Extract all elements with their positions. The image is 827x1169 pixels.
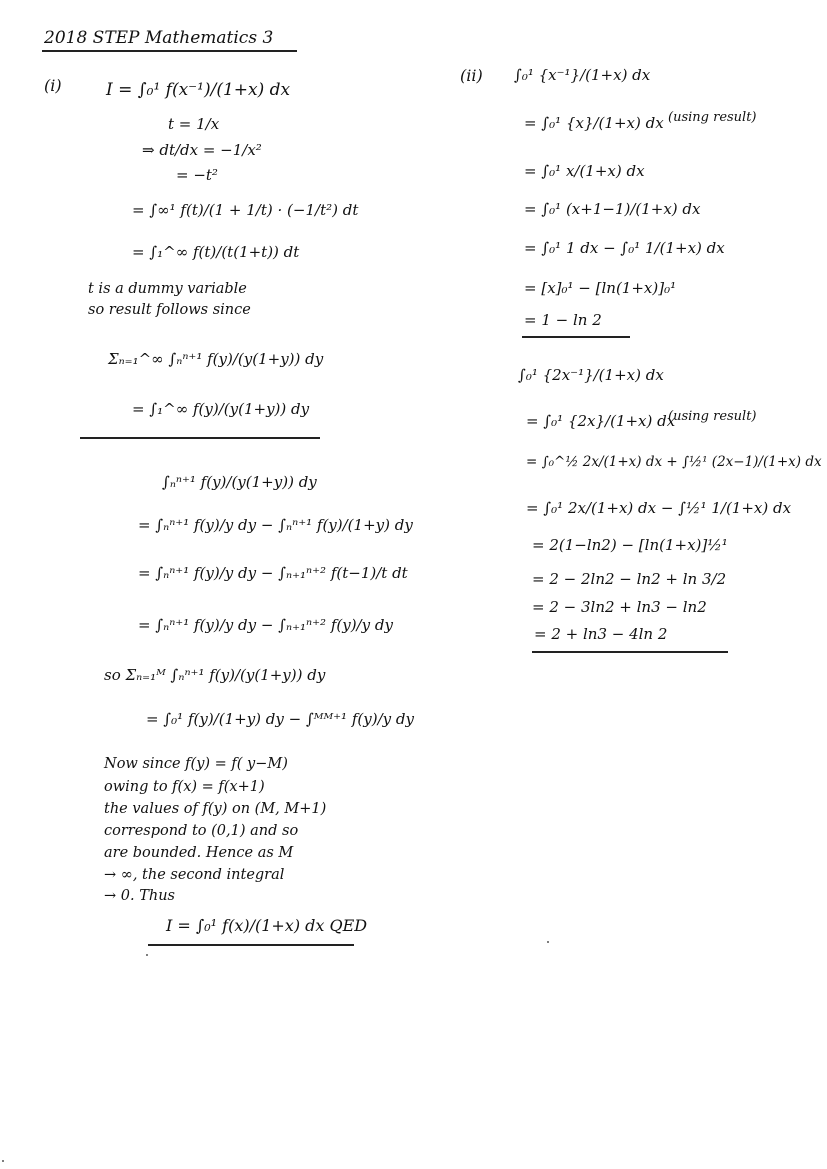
- part-i-line2-4: = ∫ₙⁿ⁺¹ f(y)/y dy − ∫ₙ₊₁ⁿ⁺² f(y)/y dy: [138, 616, 393, 634]
- part-i-sum-line-2: = ∫₁^∞ f(y)/(y(1+y)) dy: [132, 400, 310, 418]
- part-i-line-5: = ∫∞¹ f(t)/(1 + 1/t) · (−1/t²) dt: [132, 201, 359, 219]
- part-ii-line-b-4: = ∫₀¹ 2x/(1+x) dx − ∫½¹ 1/(1+x) dx: [526, 499, 792, 517]
- part-ii-line-a-3: = ∫₀¹ x/(1+x) dx: [524, 162, 645, 180]
- part-ii-note-a: (using result): [668, 110, 757, 125]
- part-ii-line-b-6: = 2 − 2ln2 − ln2 + ln 3/2: [532, 570, 727, 588]
- part-ii-line-a-5: = ∫₀¹ 1 dx − ∫₀¹ 1/(1+x) dx: [524, 239, 725, 257]
- part-i-final: I = ∫₀¹ f(x)/(1+x) dx QED: [166, 916, 368, 935]
- part-i-prose2-1: Now since f(y) = f( y−M): [104, 756, 288, 772]
- part-i-line-1: I = ∫₀¹ f(x⁻¹)/(1+x) dx: [106, 80, 291, 100]
- ink-dot: [146, 954, 148, 956]
- part-ii-line-a-2: = ∫₀¹ {x}/(1+x) dx: [524, 114, 664, 132]
- part-ii-line-a-7: = 1 − ln 2: [524, 311, 602, 329]
- part-i-line2-3: = ∫ₙⁿ⁺¹ f(y)/y dy − ∫ₙ₊₁ⁿ⁺² f(t−1)/t dt: [138, 564, 408, 582]
- part-i-prose-1: t is a dummy variable: [88, 281, 247, 297]
- part-ii-line-b-7: = 2 − 3ln2 + ln3 − ln2: [532, 598, 707, 616]
- ink-dot: [547, 941, 549, 943]
- part-i-line-4: = −t²: [176, 166, 218, 184]
- part-ii-line-b-5: = 2(1−ln2) − [ln(1+x)]½¹: [532, 536, 728, 554]
- part-i-prose2-4: correspond to (0,1) and so: [104, 823, 299, 839]
- part-i-final-underline: [148, 944, 354, 946]
- part-i-prose2-3: the values of f(y) on (M, M+1): [104, 801, 327, 817]
- part-ii-line-a-1: ∫₀¹ {x⁻¹}/(1+x) dx: [514, 66, 651, 84]
- part-i-line2-2: = ∫ₙⁿ⁺¹ f(y)/y dy − ∫ₙⁿ⁺¹ f(y)/(1+y) dy: [138, 516, 413, 534]
- part-ii-line-b-3: = ∫₀^½ 2x/(1+x) dx + ∫½¹ (2x−1)/(1+x) dx: [526, 454, 822, 470]
- part-i-prose-2: so result follows since: [88, 302, 251, 318]
- part-ii-line-b-2: = ∫₀¹ {2x}/(1+x) dx: [526, 412, 676, 430]
- part-i-line2-1: ∫ₙⁿ⁺¹ f(y)/(y(1+y)) dy: [162, 473, 317, 491]
- part-ii-line-a-6: = [x]₀¹ − [ln(1+x)]₀¹: [524, 279, 677, 297]
- part-i-prose2-7: → 0. Thus: [104, 888, 175, 904]
- title-underline: [42, 50, 297, 52]
- part-i-prose2-2: owing to f(x) = f(x+1): [104, 779, 265, 795]
- part-i-label: (i): [44, 76, 62, 95]
- part-ii-line-b-1: ∫₀¹ {2x⁻¹}/(1+x) dx: [518, 366, 664, 384]
- ink-dot: [2, 1160, 4, 1162]
- page-title: 2018 STEP Mathematics 3: [44, 28, 274, 48]
- part-ii-label: (ii): [460, 66, 483, 85]
- part-i-sum-line-1: Σₙ₌₁^∞ ∫ₙⁿ⁺¹ f(y)/(y(1+y)) dy: [108, 350, 324, 368]
- part-i-so-line: so Σₙ₌₁ᴹ ∫ₙⁿ⁺¹ f(y)/(y(1+y)) dy: [104, 666, 326, 684]
- part-i-prose2-6: → ∞, the second integral: [104, 867, 285, 883]
- part-ii-answer-a-underline: [522, 336, 630, 338]
- part-ii-note-b: (using result): [668, 409, 757, 424]
- part-ii-line-a-4: = ∫₀¹ (x+1−1)/(1+x) dx: [524, 200, 701, 218]
- part-ii-answer-b-underline: [532, 651, 728, 653]
- part-i-line-3: ⇒ dt/dx = −1/x²: [142, 141, 262, 159]
- part-i-prose2-5: are bounded. Hence as M: [104, 845, 294, 861]
- part-i-divider: [80, 437, 320, 439]
- part-i-line-2: t = 1/x: [168, 115, 220, 133]
- part-i-line-6: = ∫₁^∞ f(t)/(t(1+t)) dt: [132, 243, 300, 261]
- part-i-so-result: = ∫₀¹ f(y)/(1+y) dy − ∫ᴹᴹ⁺¹ f(y)/y dy: [146, 710, 414, 728]
- part-ii-line-b-8: = 2 + ln3 − 4ln 2: [534, 625, 668, 643]
